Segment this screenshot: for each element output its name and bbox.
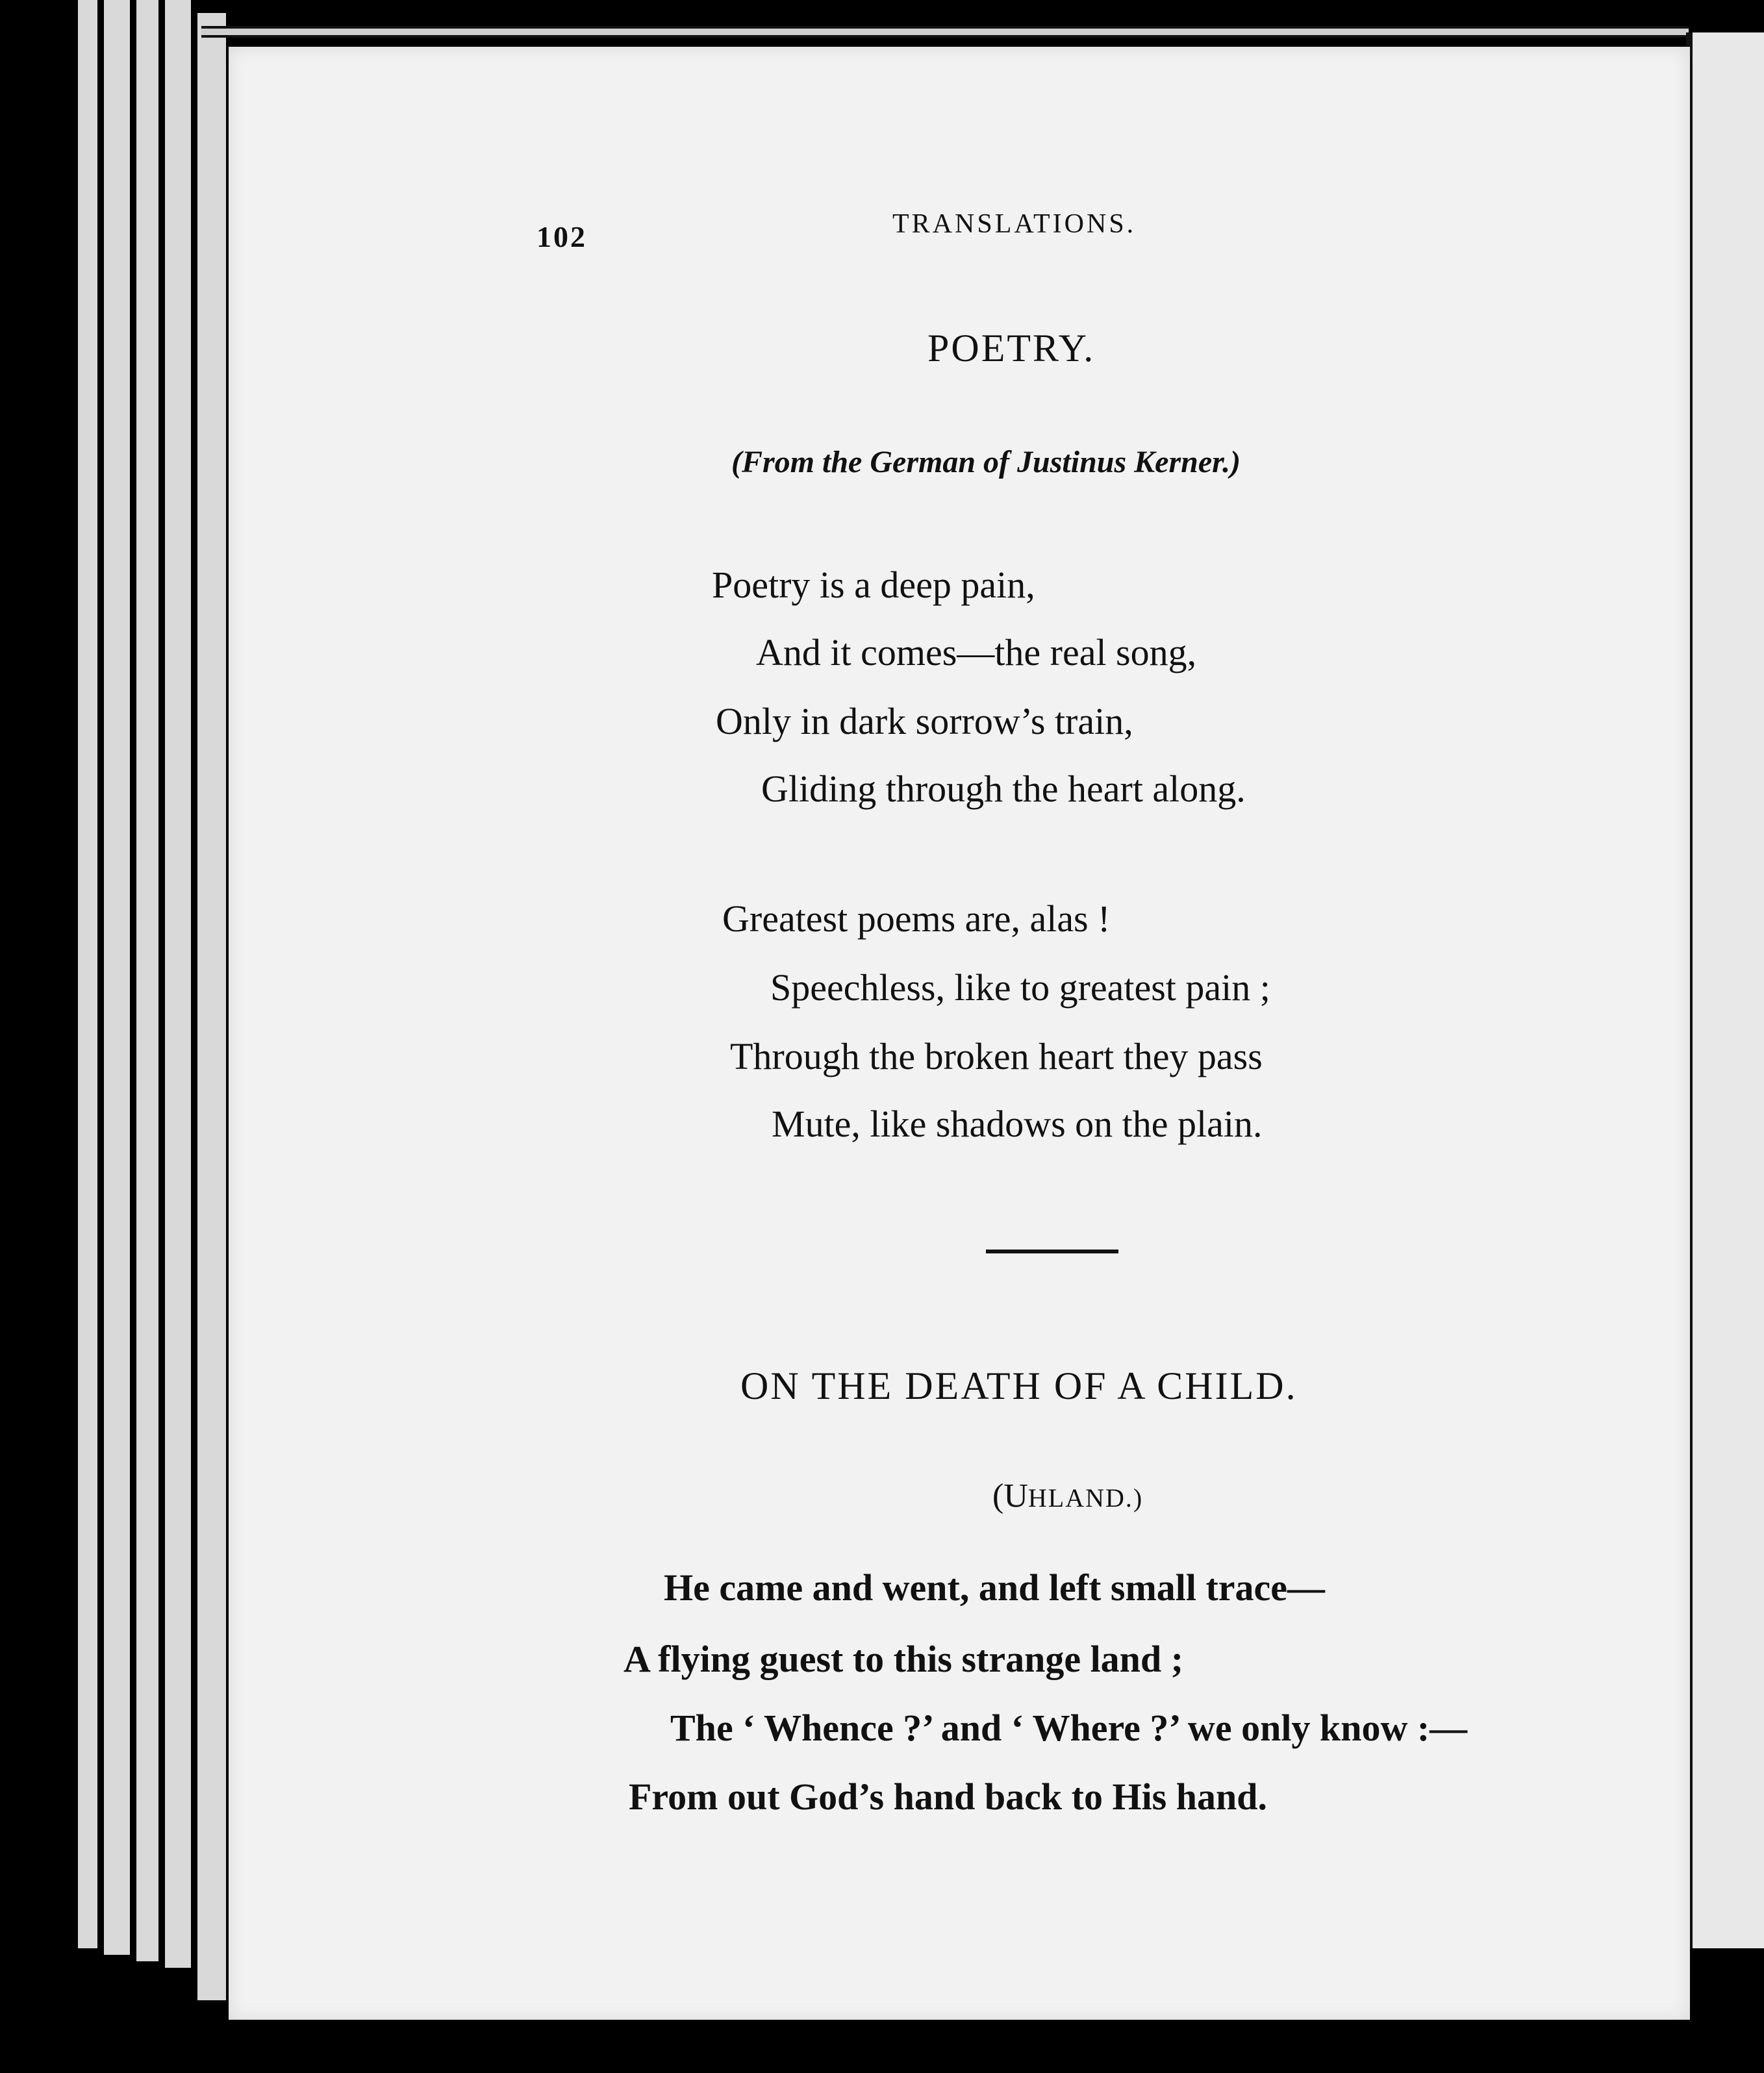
scan-border xyxy=(229,2020,1764,2073)
verse-line: And it comes—the real song, xyxy=(756,631,1197,673)
poem-title: POETRY. xyxy=(927,327,1096,370)
poem-title: ON THE DEATH OF A CHILD. xyxy=(740,1364,1298,1407)
poem-source: (From the German of Justinus Kerner.) xyxy=(731,445,1241,479)
verse-line: Greatest poems are, alas ! xyxy=(722,898,1111,940)
verse-line: Gliding through the heart along. xyxy=(761,768,1246,810)
verse-line: The ‘ Whence ?’ and ‘ Where ?’ we only know :— xyxy=(670,1707,1468,1749)
verse-line: Through the broken heart they pass xyxy=(730,1035,1263,1077)
verse-line: A flying guest to this strange land ; xyxy=(624,1638,1184,1680)
verse-line: Mute, like shadows on the plain. xyxy=(772,1103,1263,1145)
page-edge xyxy=(104,0,132,1955)
verse-line: Only in dark sorrow’s train, xyxy=(716,700,1133,742)
page-edge xyxy=(78,0,99,1948)
page-number: 102 xyxy=(536,220,587,253)
poem-author-initial: (U xyxy=(992,1477,1028,1514)
facing-page-strip xyxy=(1693,32,1764,1948)
verse-line: Speechless, like to greatest pain ; xyxy=(770,966,1270,1009)
verse-line: He came and went, and left small trace— xyxy=(664,1566,1326,1609)
running-title: TRANSLATIONS. xyxy=(892,209,1137,239)
section-divider xyxy=(986,1250,1118,1253)
poem-author xyxy=(992,1479,1143,1513)
verse-line: From out God’s hand back to His hand. xyxy=(629,1776,1268,1818)
page-edge xyxy=(165,0,193,1968)
poem-author-rest: HLAND.) xyxy=(1027,1483,1144,1513)
page-top-edge xyxy=(201,26,1689,38)
page-edge xyxy=(136,0,160,1961)
verse-line: Poetry is a deep pain, xyxy=(712,564,1035,606)
page-edge xyxy=(197,13,228,2000)
